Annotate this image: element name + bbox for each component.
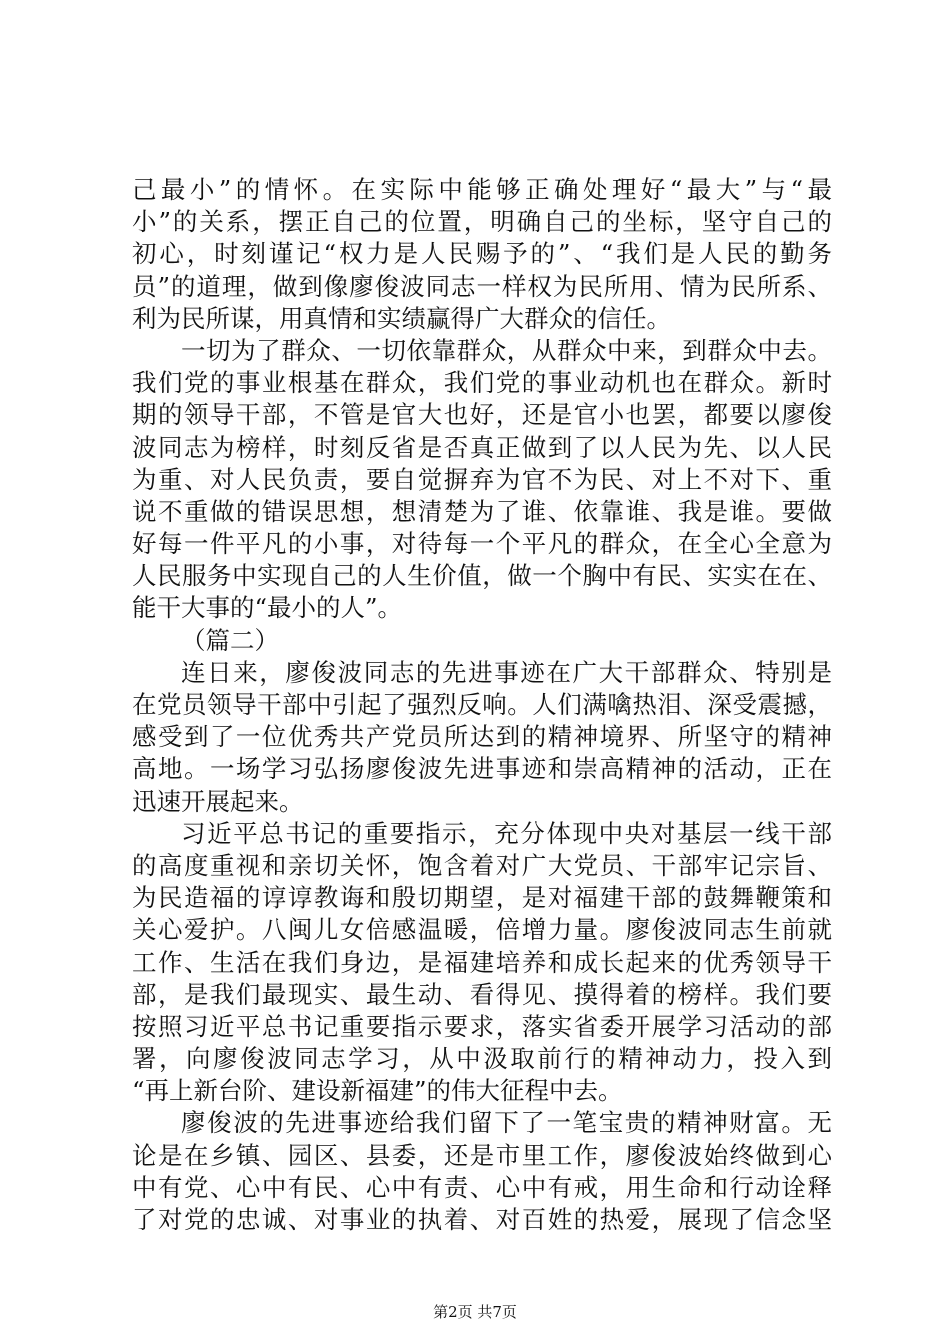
text-line: 中有党、心中有民、心中有责、心中有戒，用生命和行动诠释 [132,1172,832,1202]
body-text [132,174,832,1236]
text-line: 迅速开展起来。 [132,786,304,816]
text-line: 我们党的事业根基在群众，我们党的事业动机也在群众。新时 [132,368,832,398]
page-footer: 第2页 共7页 [433,1303,517,1321]
text-line: 论是在乡镇、园区、县委，还是市里工作，廖俊波始终做到心 [132,1140,832,1170]
text-line: 己最小”的情怀。在实际中能够正确处理好“最大”与“最 [132,175,832,204]
text-line: 期的领导干部，不管是官大也好，还是官小也罢，都要以廖俊 [132,400,832,430]
text-line: 员”的道理，做到像廖俊波同志一样权为民所用、情为民所系、 [132,271,832,301]
text-line: 了对党的忠诚、对事业的执着、对百姓的热爱，展现了信念坚 [132,1205,832,1234]
text-line: 习近平总书记的重要指示，充分体现中央对基层一线干部 [181,818,832,848]
text-line: 连日来，廖俊波同志的先进事迹在广大干部群众、特别是 [181,657,832,687]
text-line: 说不重做的错误思想，想清楚为了谁、依靠谁、我是谁。要做 [132,496,832,526]
text-line: 人民服务中实现自己的人生价值，做一个胸中有民、实实在在、 [132,561,832,591]
text-line: 部，是我们最现实、最生动、看得见、摸得着的榜样。我们要 [132,979,832,1009]
text-line: 初心，时刻谨记“权力是人民赐予的”、“我们是人民的勤务 [132,239,832,269]
text-line: 廖俊波的先进事迹给我们留下了一笔宝贵的精神财富。无 [181,1108,832,1138]
text-line: 感受到了一位优秀共产党员所达到的精神境界、所坚守的精神 [132,722,832,752]
text-line: 按照习近平总书记重要指示要求，落实省委开展学习活动的部 [132,1011,832,1041]
text-line: 为民造福的谆谆教诲和殷切期望，是对福建干部的鼓舞鞭策和 [132,883,832,913]
text-line: 好每一件平凡的小事，对待每一个平凡的群众，在全心全意为 [132,529,832,559]
text-line: 署，向廖俊波同志学习，从中汲取前行的精神动力，投入到 [132,1044,832,1074]
text-line: 波同志为榜样，时刻反省是否真正做到了以人民为先、以人民 [132,432,832,462]
text-line: 小”的关系，摆正自己的位置，明确自己的坐标，坚守自己的 [132,207,832,237]
text-line: 高地。一场学习弘扬廖俊波先进事迹和崇高精神的活动，正在 [132,754,832,784]
text-line: 利为民所谋，用真情和实绩赢得广大群众的信任。 [132,303,671,333]
text-line: 在党员领导干部中引起了强烈反响。人们满噙热泪、深受震撼， [132,690,832,719]
text-line: 能干大事的“最小的人”。 [132,593,403,623]
text-line: 一切为了群众、一切依靠群众，从群众中来，到群众中去。 [181,335,832,365]
text-line: “再上新台阶、建设新福建”的伟大征程中去。 [132,1076,623,1106]
text-line: 为重、对人民负责，要自觉摒弃为官不为民、对上不对下、重 [132,464,832,494]
text-line: 关心爱护。八闽儿女倍感温暖，倍增力量。廖俊波同志生前就 [132,915,832,945]
text-line: （篇二） [181,625,279,655]
text-line: 工作、生活在我们身边，是福建培养和成长起来的优秀领导干 [132,947,832,977]
text-line: 的高度重视和亲切关怀，饱含着对广大党员、干部牢记宗旨、 [132,850,832,880]
